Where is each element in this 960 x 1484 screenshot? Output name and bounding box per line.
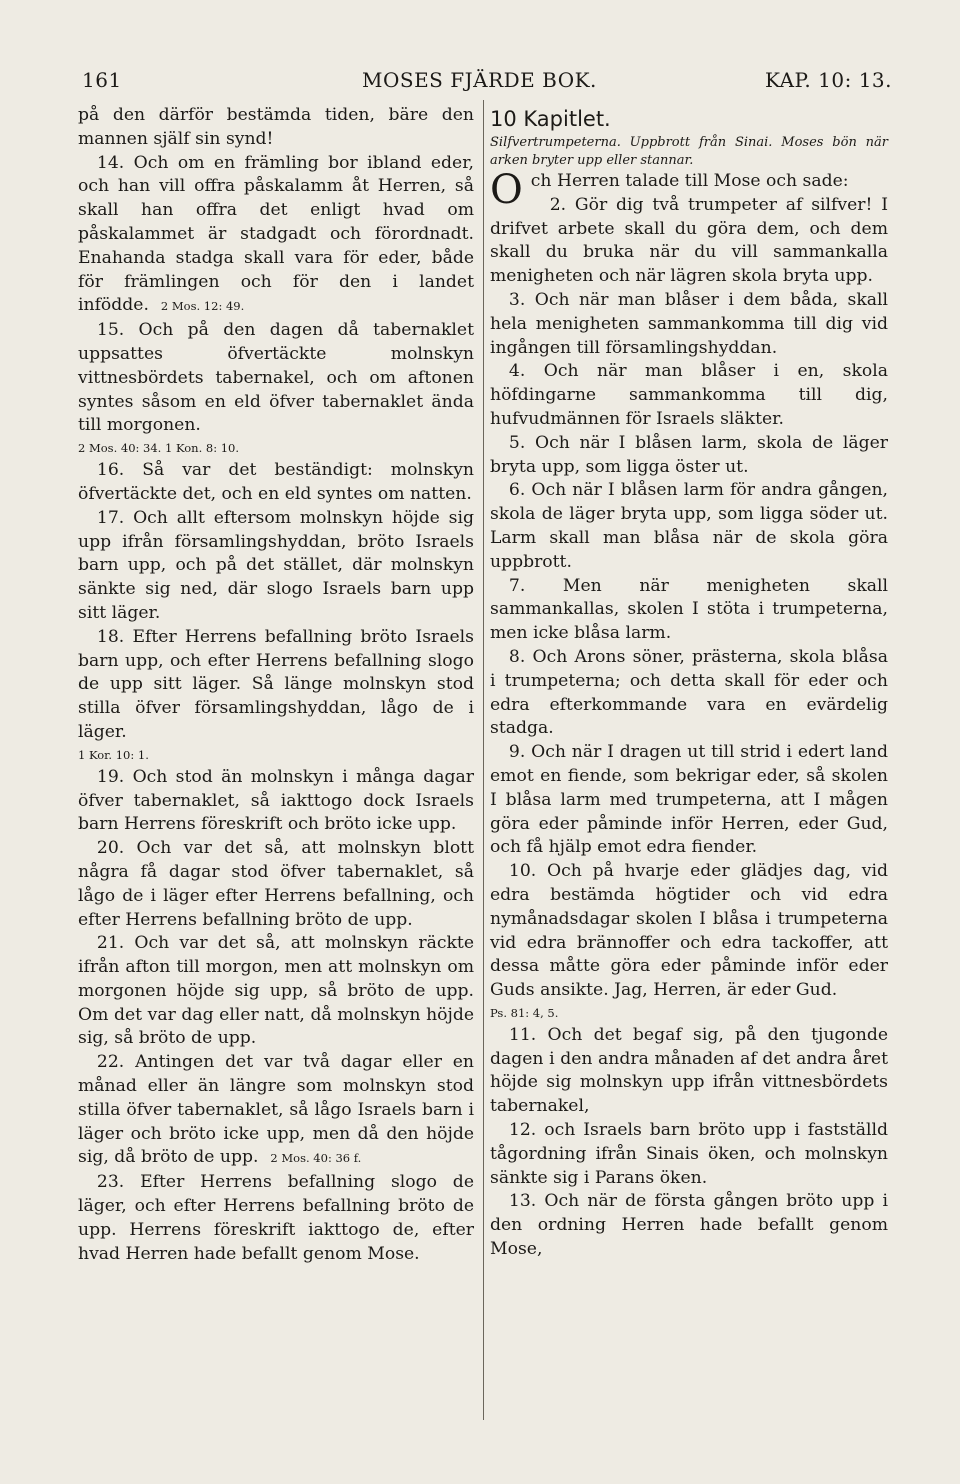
verse-17: 17. Och allt eftersom molnskyn höjde sig upp ifrån församlingshyddan, bröto Israels barn upp, och på det stället, där molnskyn sänkte sig ned, där slogo Israels barn upp sitt läger. <box>78 507 474 623</box>
verse-22-text: 22. Antingen det var två dagar eller en månad eller än längre som molnskyn stod stilla öfver tabernaklet, så lågo Israels barn i läger och bröto icke upp, men då den höjde sig, då bröto de upp. <box>78 1052 474 1168</box>
cross-reference: Ps. 81: 4, 5. <box>490 1005 559 1020</box>
verse-23: 23. Efter Herrens befallning slogo de läger, och efter Herrens befallning bröto de upp. Herrens föreskrift iakttogo de, efter hvad Herren hade befallt genom Mose. <box>78 1172 474 1264</box>
chapter-reference: KAP. 10: 13. <box>764 68 892 92</box>
verse-3: 3. Och när man blåser i dem båda, skall hela menigheten sammankomma till dig vid ingången till församlingshyddan. <box>490 289 888 358</box>
verse-22 <box>78 1051 474 1171</box>
cross-reference: 1 Kor. 10: 1. <box>78 747 149 762</box>
verse-13: 13. Och när de första gången bröto upp i den ordning Herren hade befallt genom Mose, <box>490 1191 888 1260</box>
cross-reference: 2 Mos. 40: 34. 1 Kon. 8: 10. <box>78 441 240 456</box>
verse-14-text: 14. Och om en främling bor ibland eder, och han vill offra påskalamm åt Herren, så skall han offra det enligt hvad om påskalammet är stadgadt och förordnadt. Enahanda stadga skall vara för eder, både för främlingen och för den i landet infödde. <box>78 152 474 316</box>
verse-15: 15. Och på den dagen då tabernaklet uppsattes öfvertäckte molnskyn vittnesbördets tabernakel, och om aftonen syntes såsom en eld öfver tabernaklet ända till morgonen. <box>78 320 474 436</box>
running-header <box>82 68 892 102</box>
verse-2: 2. Gör dig två trumpeter af silfver! I drifvet arbete skall du göra dem, och dem skall du bruka när du vill sammankalla menigheten och när lägren skola bryta upp. <box>490 194 888 287</box>
verse-18: 18. Efter Herrens befallning bröto Israels barn upp, och efter Herrens befallning slogo de upp sitt läger. Så länge molnskyn stod stilla öfver församlingshyddan, lågo de i läger. <box>78 626 474 742</box>
verse-continuation: på den därför bestämda tiden, bäre den mannen själf sin synd! <box>78 105 474 149</box>
page-number: 161 <box>82 68 122 92</box>
verse-10: 10. Och på hvarje eder glädjes dag, vid edra bestämda högtider och vid edra nymånadsdagar skolen I blåsa i trumpeterna vid edra brännoffer och edra tackoffer, att dessa måtte göra eder påminde inför eder Guds ansikte. Jag, Herren, är eder Gud. <box>490 861 888 1001</box>
verse-16: 16. Så var det beständigt: molnskyn öfvertäckte det, och en eld syntes om natten. <box>78 460 474 504</box>
verse-21: 21. Och var det så, att molnskyn räckte ifrån afton till morgon, men att molnskyn om morgonen höjde sig upp, så bröto de upp. Om det var dag eller natt, då molnskyn höjde sig, så bröto de upp. <box>78 933 474 1049</box>
verse-14 <box>78 152 474 320</box>
verse-8: 8. Och Arons söner, prästerna, skola blåsa i trumpeterna; och detta skall för eder och edra efterkommande vara en evärdelig stadga. <box>490 646 888 739</box>
verse-4: 4. Och när man blåser i en, skola höfdingarne sammankomma till dig, hufvudmännen för Israels släkter. <box>490 361 888 429</box>
chapter-title: 10 Kapitlet. <box>490 107 611 131</box>
book-title: MOSES FJÄRDE BOK. <box>362 68 597 92</box>
right-column <box>490 104 888 1262</box>
verse-6: 6. Och när I blåsen larm för andra gången, skola de läger bryta upp, som ligga söder ut. Larm skall man blåsa när de skola göra uppbrott. <box>490 480 888 572</box>
verse-12: 12. och Israels barn bröto upp i fastställd tågordning ifrån Sinais öken, och molnskyn sänkte sig i Parans öken. <box>490 1120 888 1188</box>
left-column <box>78 104 474 1266</box>
verse-1 <box>490 167 888 213</box>
verse-9: 9. Och när I dragen ut till strid i edert land emot en fiende, som bekrigar eder, så skolen I blåsa larm med trumpeterna, att I mågen göra eder påminde inför Herren, eder Gud, och få hjälp emot edra fiender. <box>490 742 888 858</box>
column-divider <box>483 100 484 1420</box>
verse-7: 7. Men när menigheten skall sammankallas, skolen I stöta i trumpeterna, men icke blåsa larm. <box>490 575 888 644</box>
verse-5: 5. Och när I blåsen larm, skola de läger bryta upp, som ligga öster ut. <box>490 432 888 477</box>
chapter-summary: Silfvertrumpeterna. Uppbrott från Sinai. Moses bön när arken bryter upp eller stannar. <box>490 135 888 168</box>
drop-cap: O <box>490 167 523 213</box>
verse-20: 20. Och var det så, att molnskyn blott några få dagar stod öfver tabernaklet, så lågo de i läger efter Herrens befallning, och efter Herrens befallning bröto de upp. <box>78 838 474 930</box>
verse-11: 11. Och det begaf sig, på den tjugonde dagen i den andra månaden af det andra året höjde sig molnskyn upp ifrån vittnesbördets tabernakel, <box>490 1024 888 1117</box>
cross-reference: 2 Mos. 40: 36 f. <box>270 1151 362 1166</box>
cross-reference: 2 Mos. 12: 49. <box>160 299 245 314</box>
verse-19: 19. Och stod än molnskyn i många dagar öfver tabernaklet, så iakttogo dock Israels barn Herrens föreskrift och bröto icke upp. <box>78 766 474 835</box>
verse-1-text: ch Herren talade till Mose och sade: <box>530 171 849 191</box>
